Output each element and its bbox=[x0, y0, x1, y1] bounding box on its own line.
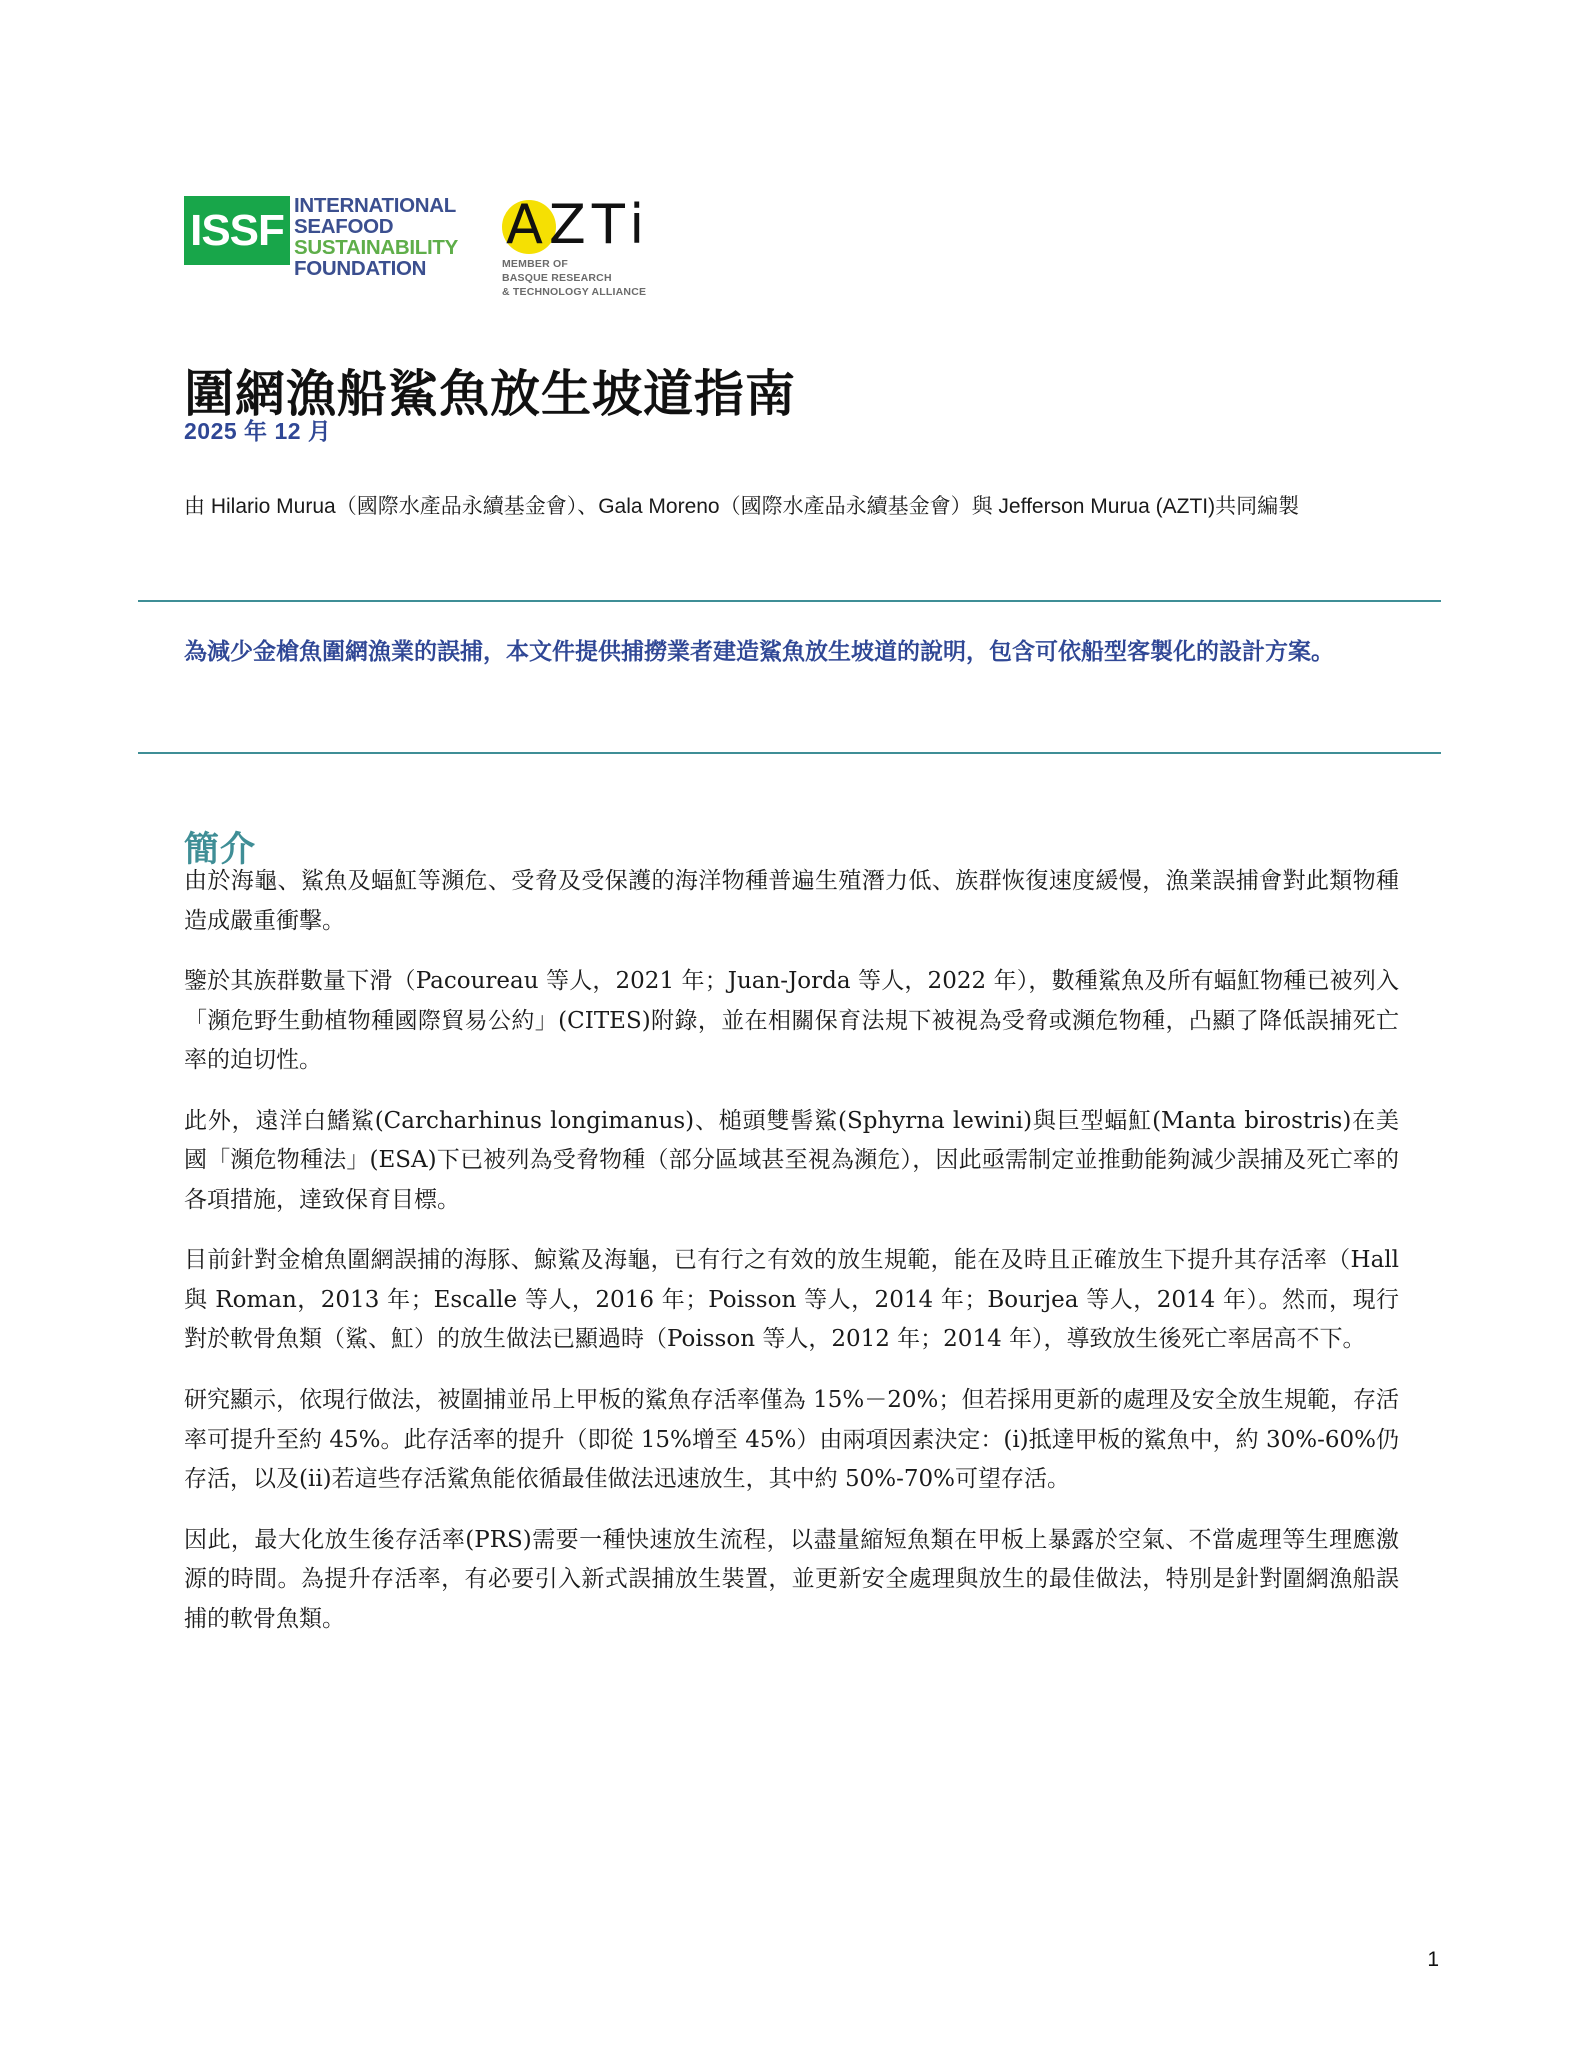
azti-member-line-1: MEMBER OF bbox=[501, 258, 568, 270]
page-title: 圍網漁船鯊魚放生坡道指南 bbox=[184, 363, 796, 423]
paragraph: 此外，遠洋白鰭鯊(Carcharhinus longimanus)、槌頭雙髻鯊(Sphyrna lewini)與巨型蝠魟(Manta birostris)在美國「瀕危物種法」(ESA)下已被列為受脅物種（部分區域甚至視為瀕危），因此亟需制定並推動能夠減少誤捕及死亡率的各項措施，達致保育目標。 bbox=[184, 1107, 1399, 1213]
introduction-body bbox=[184, 862, 1399, 1660]
paragraph: 研究顯示，依現行做法，被圍捕並吊上甲板的鯊魚存活率僅為 15%－20%；但若採用更新的處理及安全放生規範，存活率可提升至約 45%。此存活率的提升（即從 15%增至 45%）由兩項因素決定：(i)抵達甲板的鯊魚中，約 30%-60%仍存活，以及(ii)若這些存活鯊魚能依循最佳做法迅速放生，其中約 50%-70%可望存活。 bbox=[184, 1387, 1399, 1493]
callout-bottom-rule bbox=[138, 752, 1441, 754]
section-heading-introduction: 簡介 bbox=[184, 829, 257, 871]
azti-member-line-3: & TECHNOLOGY ALLIANCE bbox=[501, 285, 647, 298]
issf-word-seafood: SEAFOOD bbox=[294, 214, 394, 238]
issf-logo bbox=[184, 196, 458, 280]
paragraph: 由於海龜、鯊魚及蝠魟等瀕危、受脅及受保護的海洋物種普遍生殖潛力低、族群恢復速度緩慢，漁業誤捕會對此類物種造成嚴重衝擊。 bbox=[184, 868, 1399, 934]
issf-word-foundation: FOUNDATION bbox=[294, 256, 427, 280]
issf-word-sustainability: SUSTAINABILITY bbox=[294, 235, 458, 259]
azti-logo-mark bbox=[502, 193, 677, 256]
page-number: 1 bbox=[1427, 1948, 1439, 1971]
document-authors: 由 Hilario Murua（國際水產品永續基金會）、Gala Moreno（國際水產品永續基金會）與 Jefferson Murua (AZTI)共同編製 bbox=[184, 495, 1300, 518]
azti-member-caption bbox=[502, 258, 677, 300]
azti-logo bbox=[501, 193, 677, 300]
azti-wordmark-text: AZTi bbox=[505, 193, 651, 256]
callout-top-rule bbox=[138, 600, 1441, 602]
issf-logo-wordmark bbox=[294, 196, 458, 280]
issf-logo-mark bbox=[184, 196, 290, 265]
azti-member-line-2: BASQUE RESEARCH bbox=[501, 271, 612, 284]
document-date: 2025 年 12 月 bbox=[184, 418, 332, 444]
callout-summary: 為減少金槍魚圍網漁業的誤捕，本文件提供捕撈業者建造鯊魚放生坡道的說明，包含可依船型客製化的設計方案。 bbox=[184, 638, 1334, 665]
paragraph: 目前針對金槍魚圍網誤捕的海豚、鯨鯊及海龜，已有行之有效的放生規範，能在及時且正確放生下提升其存活率（Hall 與 Roman，2013 年；Escalle 等人，2016 年；Poisson 等人，2014 年；Bourjea 等人，2014 年）。然而，現行對於軟骨魚類（鯊、魟）的放生做法已顯過時（Poisson 等人，2012 年；2014 年），導致放生後死亡率居高不下。 bbox=[184, 1247, 1399, 1353]
issf-logo-mark-text: ISSF bbox=[190, 205, 284, 255]
paragraph: 鑒於其族群數量下滑（Pacoureau 等人，2021 年；Juan-Jorda 等人，2022 年），數種鯊魚及所有蝠魟物種已被列入「瀕危野生動植物種國際貿易公約」(CITES)附錄，並在相關保育法規下被視為受脅或瀕危物種，凸顯了降低誤捕死亡率的迫切性。 bbox=[184, 968, 1399, 1074]
issf-word-international: INTERNATIONAL bbox=[294, 194, 456, 217]
logo-row bbox=[184, 193, 677, 306]
paragraph: 因此，最大化放生後存活率(PRS)需要一種快速放生流程，以盡量縮短魚類在甲板上暴露於空氣、不當處理等生理應激源的時間。為提升存活率，有必要引入新式誤捕放生裝置，並更新安全處理與放生的最佳做法，特別是針對圍網漁船誤捕的軟骨魚類。 bbox=[184, 1526, 1399, 1632]
